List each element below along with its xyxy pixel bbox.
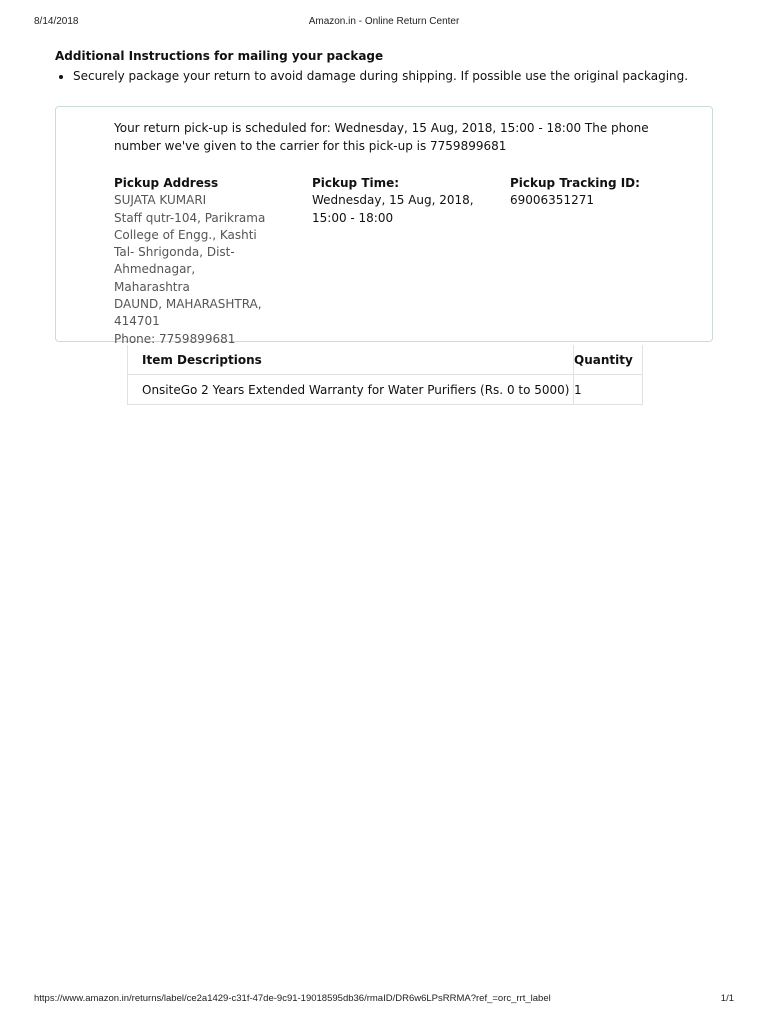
pickup-address-phone: Phone: 7759899681 (114, 331, 236, 346)
item-descriptions-header: Item Descriptions (128, 345, 574, 375)
pickup-address-name: SUJATA KUMARI (114, 193, 207, 208)
instructions-bullet: • Securely package your return to avoid damage during shipping. If possible use the original packaging. (73, 68, 735, 84)
item-quantity-cell: 1 (574, 375, 643, 405)
pickup-time-label: Pickup Time: (312, 176, 400, 190)
pickup-address-column (114, 175, 274, 348)
item-description-cell: OnsiteGo 2 Years Extended Warranty for Water Purifiers (Rs. 0 to 5000) (128, 375, 574, 405)
print-header (0, 16, 768, 30)
pickup-tracking-value: 69006351271 (510, 193, 594, 208)
print-footer (0, 993, 768, 1007)
pickup-time-value: Wednesday, 15 Aug, 2018, 15:00 - 18:00 (312, 193, 474, 225)
table-row (128, 375, 643, 405)
print-date: 8/14/2018 (34, 16, 79, 27)
table-header-row (128, 345, 643, 375)
mailing-instructions (55, 48, 735, 84)
pickup-address-label: Pickup Address (114, 176, 219, 190)
pickup-details-box (55, 106, 713, 346)
pickup-tracking-label: Pickup Tracking ID: (510, 176, 640, 190)
print-url: https://www.amazon.in/returns/label/ce2a1429-c31f-47de-9c91-19018595db36/rmaID/DR6w6LPsRRMA?ref_=orc_rrt_label (34, 993, 551, 1004)
page-number: 1/1 (720, 993, 734, 1004)
pickup-address-line1: Staff qutr-104, Parikrama College of Engg., Kashti Tal- Shrigonda, Dist-Ahmednagar, Maharashtra (114, 210, 266, 294)
instructions-heading: Additional Instructions for mailing your package (55, 49, 384, 63)
pickup-time-column (312, 175, 497, 227)
print-page-title: Amazon.in - Online Return Center (308, 16, 460, 27)
pickup-schedule-text: Your return pick-up is scheduled for: Wednesday, 15 Aug, 2018, 15:00 - 18:00 The phone number we've given to the carrier for this pick-up is 7759899681 (114, 121, 649, 153)
items-table (127, 345, 643, 405)
instructions-list (55, 68, 735, 84)
pickup-tracking-column (510, 175, 695, 210)
quantity-header: Quantity (574, 345, 643, 375)
pickup-address-line2: DAUND, MAHARASHTRA, 414701 (114, 297, 262, 329)
